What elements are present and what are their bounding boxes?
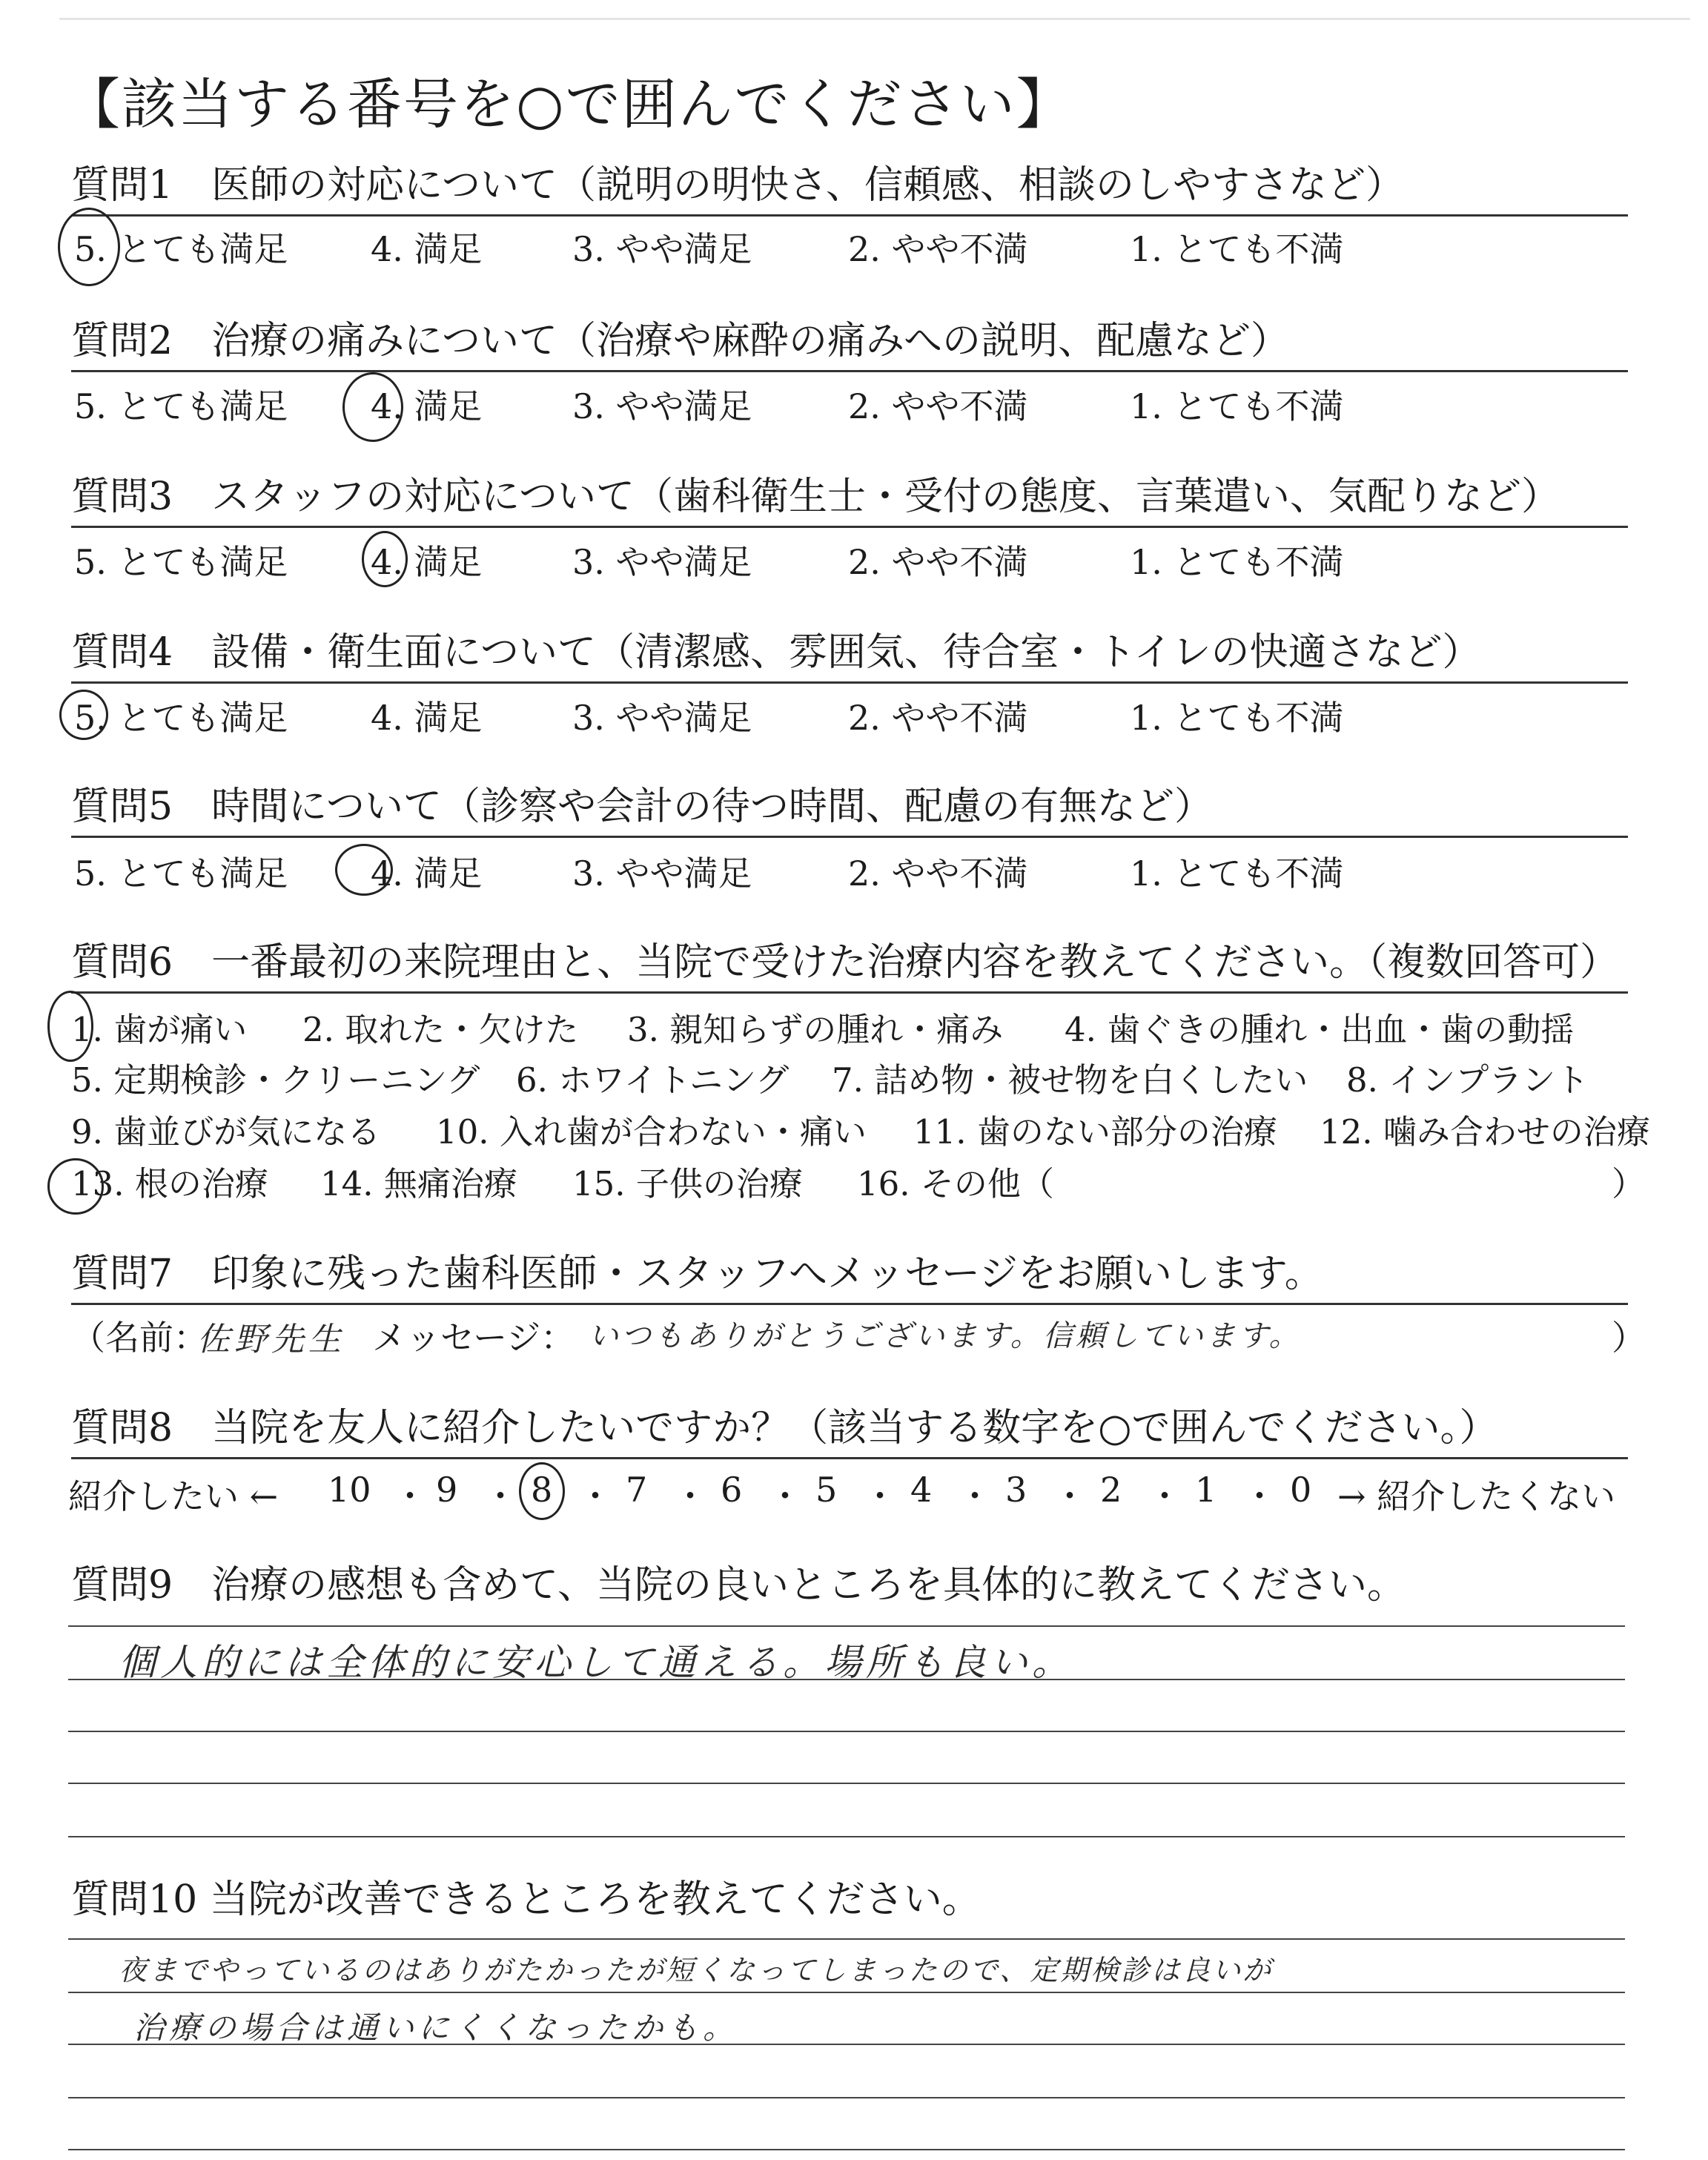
q6-option-13[interactable]: 13. 根の治療 [71,1164,268,1203]
q6-row-2 [71,1053,1635,1100]
question-4-options [74,691,1631,736]
q8-selection-circle [519,1462,565,1520]
q8-scale-7[interactable]: 7 [626,1470,648,1510]
q1-option-2[interactable]: 2. やや不満 [848,229,1028,269]
q1-selection-circle [58,208,120,286]
q4-option-5[interactable]: 5. とても満足 [74,698,288,738]
q8-sep: ・ [768,1476,802,1516]
q6-row-1 [71,1003,1635,1047]
question-4-heading: 質問4 設備・衛生面について（清潔感、雰囲気、待合室・トイレの快適さなど） [71,632,1628,684]
q10-answer-line-5 [68,2149,1625,2150]
q1-option-1[interactable]: 1. とても不満 [1130,229,1344,269]
q6-option-12[interactable]: 12. 噛み合わせの治療 [1320,1112,1650,1152]
q6-selection-circle-13 [47,1158,104,1215]
q8-sep: ・ [958,1476,992,1516]
q5-option-2[interactable]: 2. やや不満 [848,853,1028,894]
q8-scale-8[interactable]: 8 [531,1470,553,1510]
q8-scale-2[interactable]: 2 [1100,1470,1122,1510]
q6-row-4 [71,1157,1646,1203]
q6-option-14[interactable]: 14. 無痛治療 [320,1164,517,1203]
q6-other-close-paren: ） [1612,1164,1646,1203]
q10-handwritten-answer-line-2[interactable]: 治療の場合は通いにくくなったかも。 [133,2009,739,2046]
q3-option-2[interactable]: 2. やや不満 [848,542,1028,582]
q6-option-10[interactable]: 10. 入れ歯が合わない・痛い [436,1112,867,1152]
question-6-heading: 質問6 一番最初の来院理由と、当院で受けた治療内容を教えてください。（複数回答可） [71,942,1628,994]
q9-answer-line-4 [68,1783,1625,1784]
q8-scale-6[interactable]: 6 [721,1470,743,1510]
q6-option-11[interactable]: 11. 歯のない部分の治療 [913,1112,1277,1152]
q10-answer-line-1 [68,1938,1625,1940]
q8-scale-row [68,1470,1640,1514]
q10-answer-line-2 [68,1992,1625,1993]
q1-option-3[interactable]: 3. やや満足 [572,229,752,269]
question-5-options [74,847,1631,894]
q4-selection-circle [59,690,108,740]
q4-option-1[interactable]: 1. とても不満 [1130,698,1344,738]
question-1-options [74,222,1631,267]
q8-scale-1[interactable]: 1 [1195,1470,1217,1510]
q6-option-16[interactable]: 16. その他（ [857,1164,1054,1203]
q7-handwritten-message[interactable]: いつもありがとうございます。信頼しています。 [589,1319,1302,1353]
question-10-heading: 質問10 当院が改善できるところを教えてください。 [71,1877,981,1922]
q6-row-3 [71,1105,1650,1152]
question-8-heading: 質問8 当院を友人に紹介したいですか？（該当する数字を○で囲んでください。） [71,1407,1628,1459]
q9-answer-line-3 [68,1731,1625,1732]
question-5-heading: 質問5 時間について（診察や会計の待つ時間、配慮の有無など） [71,786,1628,838]
q6-option-6[interactable]: 6. ホワイトニング [516,1060,790,1100]
q8-scale-4[interactable]: 4 [910,1470,933,1510]
q5-option-4[interactable]: 4. 満足 [371,853,483,894]
q6-selection-circle-1 [47,991,93,1062]
q6-option-3[interactable]: 3. 親知らずの腫れ・痛み [627,1010,1004,1049]
q5-option-5[interactable]: 5. とても満足 [74,853,288,894]
q6-option-1[interactable]: 1. 歯が痛い [71,1010,248,1049]
page-title: 【該当する番号を○で囲んでください】 [65,73,1073,136]
question-3-heading: 質問3 スタッフの対応について（歯科衛生士・受付の態度、言葉遣い、気配りなど） [71,476,1628,528]
q6-option-9[interactable]: 9. 歯並びが気になる [71,1112,381,1152]
q8-sep: ・ [1053,1476,1087,1516]
q3-selection-circle [362,531,408,587]
top-rule [59,18,1690,20]
question-3-options [74,535,1631,580]
q3-option-1[interactable]: 1. とても不満 [1130,542,1344,582]
q2-option-1[interactable]: 1. とても不満 [1130,386,1344,426]
q6-option-7[interactable]: 7. 詰め物・被せ物を白くしたい [832,1060,1308,1100]
q7-handwritten-name[interactable]: 佐野先生 [197,1321,345,1358]
q2-option-5[interactable]: 5. とても満足 [74,386,288,426]
question-1-heading: 質問1 医師の対応について（説明の明快さ、信頼感、相談のしやすさなど） [71,165,1628,217]
q6-option-8[interactable]: 8. インプラント [1346,1060,1589,1100]
question-2-options [74,380,1631,424]
q8-sep: ・ [673,1476,707,1516]
q8-sep: ・ [578,1476,612,1516]
q2-selection-circle [342,372,403,442]
q9-handwritten-answer[interactable]: 個人的には全体的に安心して通える。場所も良い。 [119,1641,1073,1684]
question-2-heading: 質問2 治療の痛みについて（治療や麻酔の痛みへの説明、配慮など） [71,320,1628,372]
q4-option-2[interactable]: 2. やや不満 [848,698,1028,738]
q3-option-3[interactable]: 3. やや満足 [572,542,752,582]
q8-left-label: 紹介したい ← [68,1476,279,1516]
q7-name-label: （名前： [71,1318,208,1358]
q6-option-5[interactable]: 5. 定期検診・クリーニング [71,1060,480,1100]
question-7-heading: 質問7 印象に残った歯科医師・スタッフへメッセージをお願いします。 [71,1253,1628,1305]
q8-scale-3[interactable]: 3 [1005,1470,1027,1510]
q8-scale-0[interactable]: 0 [1290,1470,1312,1510]
q8-scale-5[interactable]: 5 [815,1470,838,1510]
q7-close-paren: ） [1612,1318,1646,1358]
q1-option-5[interactable]: 5. とても満足 [74,229,288,269]
q8-sep: ・ [483,1476,517,1516]
q2-option-4[interactable]: 4. 満足 [371,386,483,426]
q8-sep: ・ [1148,1476,1182,1516]
q4-option-3[interactable]: 3. やや満足 [572,698,752,738]
q10-handwritten-answer-line-1[interactable]: 夜までやっているのはありがたかったが短くなってしまったので、定期検診は良いが [119,1954,1274,1986]
q8-right-label: → 紹介したくない [1337,1476,1616,1516]
q3-option-4[interactable]: 4. 満足 [371,542,483,582]
q6-option-15[interactable]: 15. 子供の治療 [572,1164,803,1203]
q9-answer-line-5 [68,1836,1625,1837]
question-9-heading: 質問9 治療の感想も含めて、当院の良いところを具体的に教えてください。 [71,1563,1406,1608]
q5-selection-circle [335,844,393,896]
q5-option-1[interactable]: 1. とても不満 [1130,853,1344,894]
q6-option-2[interactable]: 2. 取れた・欠けた [302,1010,579,1049]
q6-option-4[interactable]: 4. 歯ぐきの腫れ・出血・歯の動揺 [1065,1010,1575,1049]
q9-answer-line-1 [68,1625,1625,1627]
q8-scale-9[interactable]: 9 [436,1470,458,1510]
q8-scale-10[interactable]: 10 [328,1470,371,1510]
q7-message-label: メッセージ： [372,1318,575,1358]
q4-option-4[interactable]: 4. 満足 [371,698,483,738]
q1-option-4[interactable]: 4. 満足 [371,229,483,269]
q8-sep: ・ [1242,1476,1277,1516]
q2-option-2[interactable]: 2. やや不満 [848,386,1028,426]
q10-answer-line-4 [68,2097,1625,2098]
q3-option-5[interactable]: 5. とても満足 [74,542,288,582]
q2-option-3[interactable]: 3. やや満足 [572,386,752,426]
q8-sep: ・ [393,1476,427,1516]
q8-sep: ・ [863,1476,897,1516]
q5-option-3[interactable]: 3. やや満足 [572,853,752,894]
